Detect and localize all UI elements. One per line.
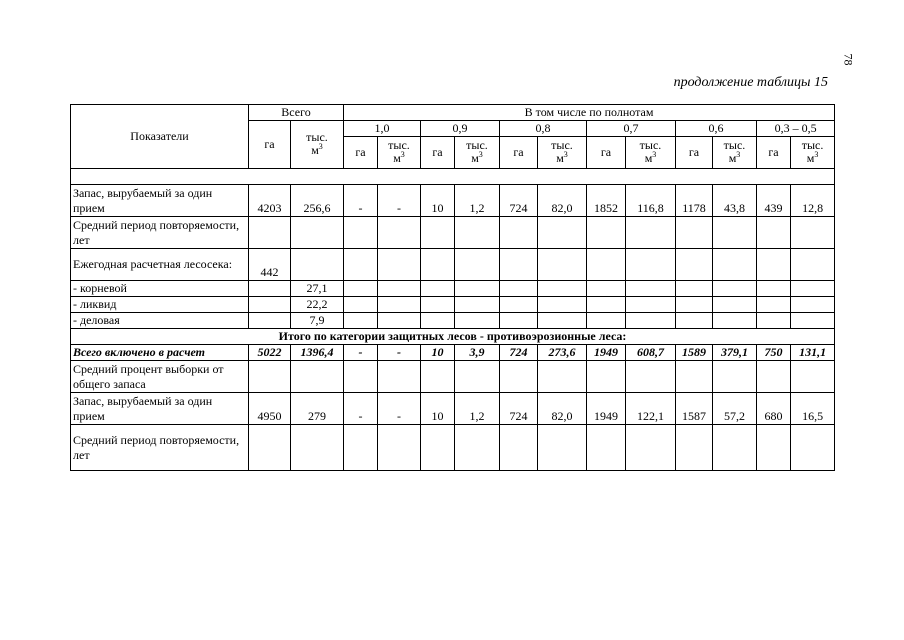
table-cell <box>344 313 378 329</box>
table-row <box>71 217 835 249</box>
table-cell <box>344 217 378 249</box>
table-cell <box>791 425 835 471</box>
table-caption: продолжение таблицы 15 <box>673 75 828 90</box>
section-title-row <box>71 329 835 345</box>
table-cell <box>538 313 587 329</box>
table-cell <box>713 249 757 281</box>
table-cell <box>626 297 676 313</box>
table-cell <box>538 361 587 393</box>
table-cell <box>757 425 791 471</box>
row-label: - деловая <box>71 313 249 329</box>
table-cell <box>626 361 676 393</box>
table-cell <box>421 249 455 281</box>
table-cell: 131,1 <box>791 345 835 361</box>
table-cell <box>791 361 835 393</box>
table-cell <box>676 297 713 313</box>
table-cell: 10 <box>421 393 455 425</box>
table-cell <box>500 361 538 393</box>
table-row <box>71 393 835 425</box>
table-cell <box>249 313 291 329</box>
table-cell: 1949 <box>587 345 626 361</box>
table-cell: 1589 <box>676 345 713 361</box>
table-cell <box>676 249 713 281</box>
table-cell <box>791 297 835 313</box>
table-cell <box>538 297 587 313</box>
table-cell <box>791 281 835 297</box>
row-label: Ежегодная расчетная лесосека: <box>71 249 249 281</box>
table-cell: 1,2 <box>455 185 500 217</box>
header-unit-thous-m3: тыс. $м^3$ <box>791 137 835 169</box>
header-unit-ha: га <box>757 137 791 169</box>
table-cell <box>626 313 676 329</box>
table-cell: 22,2 <box>291 297 344 313</box>
table-cell <box>587 297 626 313</box>
table-cell: 4950 <box>249 393 291 425</box>
table-cell <box>421 425 455 471</box>
table-cell: 256,6 <box>291 185 344 217</box>
header-unit-ha: га <box>587 137 626 169</box>
table-row <box>71 185 835 217</box>
table-cell: 7,9 <box>291 313 344 329</box>
table-cell <box>538 249 587 281</box>
table-cell: 116,8 <box>626 185 676 217</box>
table-cell <box>291 361 344 393</box>
table-cell <box>378 313 421 329</box>
section-title: Итого по категории защитных лесов - противоэрозионные леса: <box>71 329 835 345</box>
row-label: Запас, вырубаемый за один прием <box>71 185 249 217</box>
table-cell: 1949 <box>587 393 626 425</box>
table-cell <box>791 249 835 281</box>
header-unit-ha: га <box>500 137 538 169</box>
table-cell <box>676 361 713 393</box>
table-cell <box>249 297 291 313</box>
table-cell <box>757 249 791 281</box>
table-cell: 379,1 <box>713 345 757 361</box>
table-cell <box>626 281 676 297</box>
row-label: Всего включено в расчет <box>71 345 249 361</box>
table-cell: 750 <box>757 345 791 361</box>
table-cell <box>500 425 538 471</box>
table-row <box>71 281 835 297</box>
table-cell <box>676 217 713 249</box>
table-cell: 724 <box>500 345 538 361</box>
table-cell <box>455 313 500 329</box>
header-total: Всего <box>249 105 344 121</box>
header-unit-thous-m3: тыс. $м^3$ <box>626 137 676 169</box>
table-cell <box>791 217 835 249</box>
table-cell <box>344 281 378 297</box>
table-cell <box>249 217 291 249</box>
table-row <box>71 297 835 313</box>
table-cell: 1852 <box>587 185 626 217</box>
table-row <box>71 361 835 393</box>
table-cell <box>626 425 676 471</box>
table-cell <box>500 297 538 313</box>
table-cell <box>500 217 538 249</box>
table-cell <box>455 249 500 281</box>
table-cell <box>421 281 455 297</box>
table-cell: 10 <box>421 185 455 217</box>
table-cell: 82,0 <box>538 185 587 217</box>
header-including: В том числе по полнотам <box>344 105 835 121</box>
table-cell: - <box>378 393 421 425</box>
header-unit-thous-m3: тыс. $м^3$ <box>378 137 421 169</box>
table-cell: 27,1 <box>291 281 344 297</box>
table-cell: 16,5 <box>791 393 835 425</box>
row-label: Средний период повторяемости, лет <box>71 217 249 249</box>
table-cell <box>757 313 791 329</box>
table-cell <box>455 361 500 393</box>
table-cell: - <box>344 185 378 217</box>
table-cell <box>249 425 291 471</box>
table-cell <box>587 313 626 329</box>
table-cell <box>344 297 378 313</box>
table-cell <box>344 249 378 281</box>
table-cell <box>538 425 587 471</box>
table-cell: 10 <box>421 345 455 361</box>
table-cell <box>587 217 626 249</box>
table-cell: 57,2 <box>713 393 757 425</box>
header-unit-thous-m3: тыс. $м^3$ <box>713 137 757 169</box>
row-label: - ликвид <box>71 297 249 313</box>
table-cell <box>713 217 757 249</box>
header-indicators: Показатели <box>71 105 249 169</box>
table-row <box>71 313 835 329</box>
table-cell <box>713 281 757 297</box>
table-cell: 82,0 <box>538 393 587 425</box>
table-cell <box>791 313 835 329</box>
table-cell <box>500 281 538 297</box>
table-cell: - <box>378 185 421 217</box>
table-cell <box>291 249 344 281</box>
table-cell <box>378 217 421 249</box>
table-cell <box>757 361 791 393</box>
table-cell <box>249 361 291 393</box>
table-cell <box>587 249 626 281</box>
header-density-0-3-0-5: 0,3 – 0,5 <box>757 121 835 137</box>
table-cell <box>713 425 757 471</box>
table-cell: - <box>344 345 378 361</box>
header-density-0-8: 0,8 <box>500 121 587 137</box>
table-cell <box>378 361 421 393</box>
table-cell: 680 <box>757 393 791 425</box>
table-cell <box>500 249 538 281</box>
table-cell <box>378 425 421 471</box>
table-cell <box>757 297 791 313</box>
table-cell: 439 <box>757 185 791 217</box>
header-density-0-9: 0,9 <box>421 121 500 137</box>
table-cell <box>421 361 455 393</box>
table-cell <box>378 281 421 297</box>
table-cell <box>713 361 757 393</box>
table-cell: 4203 <box>249 185 291 217</box>
table-cell <box>757 281 791 297</box>
header-unit-thous-m3: тыс. $м^3$ <box>455 137 500 169</box>
header-row-1 <box>71 105 835 121</box>
table-cell <box>538 281 587 297</box>
table-cell: 273,6 <box>538 345 587 361</box>
table-cell <box>455 425 500 471</box>
table-cell <box>713 297 757 313</box>
table-cell <box>421 217 455 249</box>
header-density-1-0: 1,0 <box>344 121 421 137</box>
table-cell <box>378 249 421 281</box>
table-cell: 43,8 <box>713 185 757 217</box>
table-cell <box>500 313 538 329</box>
table-cell <box>421 313 455 329</box>
table-cell <box>378 297 421 313</box>
header-unit-ha: га <box>676 137 713 169</box>
table-cell: 5022 <box>249 345 291 361</box>
header-total-ha: га <box>249 121 291 169</box>
table-cell: 122,1 <box>626 393 676 425</box>
table-cell <box>676 313 713 329</box>
table-cell <box>676 281 713 297</box>
row-label: Средний процент выборки от общего запаса <box>71 361 249 393</box>
table-cell <box>249 281 291 297</box>
table-cell <box>455 281 500 297</box>
header-unit-thous-m3: тыс. $м^3$ <box>538 137 587 169</box>
table-cell <box>291 217 344 249</box>
header-density-0-6: 0,6 <box>676 121 757 137</box>
table-cell <box>344 425 378 471</box>
table-cell: 1396,4 <box>291 345 344 361</box>
table-cell: 724 <box>500 393 538 425</box>
table-cell: - <box>344 393 378 425</box>
table-row <box>71 249 835 281</box>
header-total-thous-m3: тыс. $м^3$ <box>291 121 344 169</box>
table-cell <box>455 297 500 313</box>
table-cell <box>344 361 378 393</box>
forest-data-table <box>70 104 835 471</box>
table-cell <box>626 249 676 281</box>
table-cell: 12,8 <box>791 185 835 217</box>
table-cell: 3,9 <box>455 345 500 361</box>
table-cell: - <box>378 345 421 361</box>
table-cell <box>291 425 344 471</box>
row-label: Запас, вырубаемый за один прием <box>71 393 249 425</box>
table-cell <box>455 217 500 249</box>
table-cell <box>587 281 626 297</box>
table-cell <box>538 217 587 249</box>
table-cell: 442 <box>249 249 291 281</box>
table-cell <box>676 425 713 471</box>
table-cell: 1587 <box>676 393 713 425</box>
table-cell <box>713 313 757 329</box>
header-unit-ha: га <box>421 137 455 169</box>
table-cell: 1178 <box>676 185 713 217</box>
table-cell: 724 <box>500 185 538 217</box>
table-cell: 279 <box>291 393 344 425</box>
table-cell <box>421 297 455 313</box>
table-cell <box>587 361 626 393</box>
header-density-0-7: 0,7 <box>587 121 676 137</box>
header-unit-ha: га <box>344 137 378 169</box>
table-cell: 1,2 <box>455 393 500 425</box>
row-label: Средний период повторяемости, лет <box>71 425 249 471</box>
table-cell <box>587 425 626 471</box>
table-row <box>71 345 835 361</box>
table-cell <box>626 217 676 249</box>
table-cell <box>757 217 791 249</box>
table-cell: 608,7 <box>626 345 676 361</box>
row-label: - корневой <box>71 281 249 297</box>
page-number: 78 <box>841 53 856 66</box>
table-row <box>71 425 835 471</box>
spacer-row <box>71 169 835 185</box>
